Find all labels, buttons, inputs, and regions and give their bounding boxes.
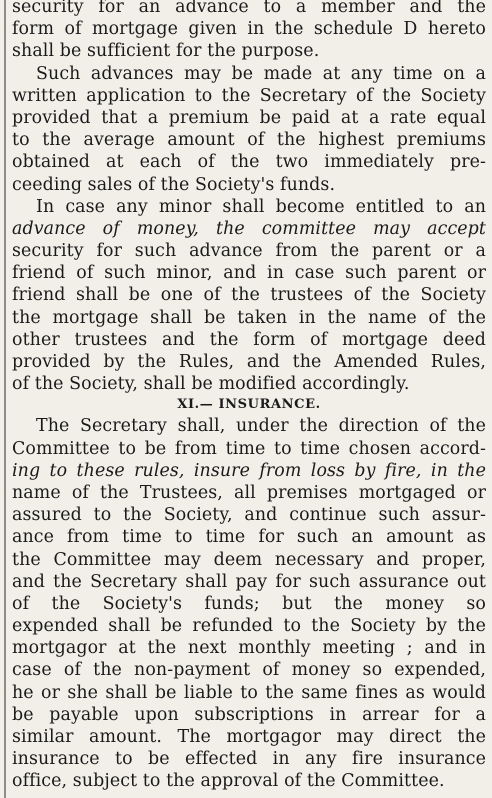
text-line: written application to the Secretary of the Society <box>12 85 486 106</box>
text-line: mortgagor at the next monthly meeting ; and in <box>12 638 486 659</box>
text-line: the Committee may deem necessary and proper, <box>12 549 486 570</box>
text-line: form of mortgage given in the schedule D hereto <box>12 19 486 40</box>
text-column <box>12 0 486 793</box>
text-line: he or she shall be liable to the same fines as would <box>12 682 486 703</box>
column-rule <box>4 0 6 798</box>
text-line: provided that a premium be paid at a rate equal <box>12 107 486 128</box>
text-line: security for an advance to a member and the <box>12 0 486 17</box>
text-line: obtained at each of the two immediately pre- <box>12 152 486 173</box>
text-line: insurance to be effected in any fire insurance <box>12 749 486 770</box>
text-line: of the Society's funds; but the money so <box>12 593 486 614</box>
text-line: the mortgage shall be taken in the name of the <box>12 307 486 328</box>
text-line: be payable upon subscriptions in arrear for a <box>12 704 486 725</box>
section-heading-insurance: XI.— INSURANCE. <box>177 397 321 413</box>
paragraph-minor <box>12 196 486 396</box>
text-line: provided by the Rules, and the Amended Rules, <box>12 352 486 372</box>
text-line: similar amount. The mortgagor may direct the <box>12 727 486 747</box>
paragraph-advances <box>12 63 486 196</box>
text-line: ing to these rules, insure from loss by fire, in the <box>12 460 486 481</box>
text-line: to the average amount of the highest premiums <box>12 130 486 151</box>
text-line: friend of such minor, and in case such parent or <box>12 263 486 284</box>
text-line: ceeding sales of the Society's funds. <box>12 174 336 195</box>
text-line: other trustees and the form of mortgage deed <box>12 329 486 350</box>
text-line: expended shall be refunded to the Society by the <box>12 616 486 637</box>
text-line: The Secretary shall, under the direction of the <box>36 416 486 437</box>
text-line: case of the non-payment of money so expended, <box>12 660 486 681</box>
text-line: shall be sufficient for the purpose. <box>12 41 320 62</box>
paragraph-insurance <box>12 415 486 792</box>
paragraph-security <box>12 0 486 63</box>
text-line: friend shall be one of the trustees of the Society <box>12 285 486 306</box>
text-line: security for such advance from the parent or a <box>12 241 486 262</box>
text-line: Committee to be from time to time chosen accord- <box>12 438 486 459</box>
text-line: In case any minor shall become entitled to an <box>36 196 486 217</box>
text-line: ance from time to time for such an amount as <box>12 527 486 548</box>
text-line: assured to the Society, and continue such assur- <box>12 505 486 526</box>
text-line: and the Secretary shall pay for such assurance out <box>12 571 486 592</box>
text-line: office, subject to the approval of the Committee. <box>12 771 445 792</box>
text-line: name of the Trustees, all premises mortgaged or <box>12 482 486 503</box>
text-line: advance of money, the committee may accept <box>12 218 486 239</box>
text-line: of the Society, shall be modified accordingly. <box>12 374 410 395</box>
text-line: Such advances may be made at any time on a <box>36 63 486 84</box>
